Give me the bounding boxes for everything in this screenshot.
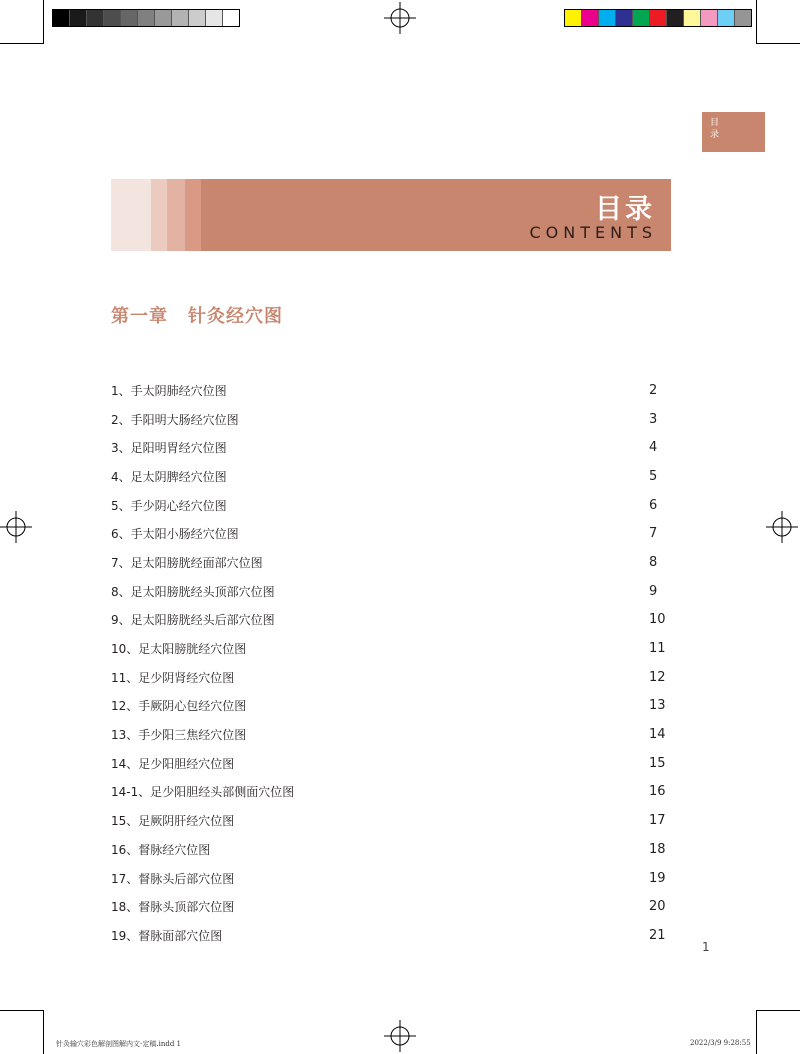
toc-entry-page: 10: [649, 612, 666, 628]
toc-entry-label: 17、督脉头后部穴位图: [111, 871, 235, 886]
color-swatch: [735, 10, 751, 26]
toc-entry-label: 14-1、足少阳胆经头部侧面穴位图: [111, 785, 295, 800]
toc-entry[interactable]: [111, 634, 671, 663]
banner-main: [201, 179, 671, 251]
toc-entry[interactable]: [111, 749, 671, 778]
toc-entry-label: 14、足少阳胆经穴位图: [111, 756, 235, 771]
color-swatch: [206, 10, 223, 26]
registration-mark-icon: [0, 511, 32, 543]
side-tab-line: 录: [710, 130, 720, 140]
toc-entry-label: 1、手太阴肺经穴位图: [111, 383, 227, 398]
toc-entry[interactable]: [111, 433, 671, 462]
process-color-bar: [564, 9, 752, 27]
toc-entry[interactable]: [111, 806, 671, 835]
contents-banner: [111, 179, 671, 251]
banner-strip: [111, 179, 151, 251]
toc-entry[interactable]: [111, 462, 671, 491]
color-swatch: [104, 10, 121, 26]
page-number: 1: [702, 940, 710, 954]
toc-entry[interactable]: [111, 692, 671, 721]
toc-entry[interactable]: [111, 577, 671, 606]
page-subtitle: CONTENTS: [529, 223, 657, 242]
color-swatch: [633, 10, 650, 26]
color-swatch: [87, 10, 104, 26]
color-swatch: [718, 10, 735, 26]
page-title: 目录: [595, 194, 655, 225]
toc-entry-label: 6、手太阳小肠经穴位图: [111, 527, 239, 542]
toc-entry-label: 18、督脉头顶部穴位图: [111, 900, 235, 915]
color-swatch: [223, 10, 239, 26]
toc-entry-label: 10、足太阳膀胱经穴位图: [111, 642, 247, 657]
toc-entry[interactable]: [111, 548, 671, 577]
toc-entry[interactable]: [111, 491, 671, 520]
toc-list: [111, 376, 671, 950]
toc-entry[interactable]: [111, 864, 671, 893]
toc-entry[interactable]: [111, 921, 671, 950]
banner-strip: [151, 179, 167, 251]
toc-entry-page: 16: [649, 784, 666, 800]
toc-entry-page: 12: [649, 669, 666, 685]
color-swatch: [650, 10, 667, 26]
crop-mark: [756, 0, 757, 44]
toc-entry[interactable]: [111, 606, 671, 635]
color-swatch: [667, 10, 684, 26]
toc-entry-label: 3、足阳明胃经穴位图: [111, 441, 227, 456]
toc-entry-page: 9: [649, 583, 658, 599]
toc-entry[interactable]: [111, 720, 671, 749]
side-tab-line: 目: [710, 118, 720, 128]
chapter-title: 针灸经穴图: [188, 306, 283, 327]
color-swatch: [172, 10, 189, 26]
toc-entry[interactable]: [111, 663, 671, 692]
toc-entry-page: 20: [649, 899, 666, 915]
toc-entry-label: 9、足太阳膀胱经头后部穴位图: [111, 613, 275, 628]
color-swatch: [565, 10, 582, 26]
toc-entry-page: 7: [649, 526, 658, 542]
toc-entry-page: 21: [649, 927, 666, 943]
toc-entry[interactable]: [111, 376, 671, 405]
gray-color-bar: [52, 9, 240, 27]
toc-entry-label: 12、手厥阴心包经穴位图: [111, 699, 247, 714]
toc-entry-page: 17: [649, 813, 666, 829]
color-swatch: [138, 10, 155, 26]
crop-mark: [0, 1010, 44, 1011]
toc-entry-label: 13、手少阳三焦经穴位图: [111, 728, 247, 743]
toc-entry-page: 11: [649, 641, 666, 657]
registration-mark-icon: [766, 511, 798, 543]
toc-entry-page: 18: [649, 841, 666, 857]
chapter-number: 第一章: [111, 306, 168, 327]
color-swatch: [684, 10, 701, 26]
toc-entry-page: 13: [649, 698, 666, 714]
slug-file: 针灸输穴彩色解剖图解内文-定稿.indd 1: [56, 1040, 181, 1048]
toc-entry-label: 11、足少阴肾经穴位图: [111, 670, 235, 685]
toc-entry-page: 19: [649, 870, 666, 886]
toc-entry-page: 8: [649, 554, 658, 570]
side-tab: [702, 112, 765, 152]
color-swatch: [616, 10, 633, 26]
crop-mark: [43, 0, 44, 44]
toc-entry-page: 2: [649, 382, 658, 398]
crop-mark: [756, 1010, 800, 1011]
toc-entry-label: 8、足太阳膀胱经头顶部穴位图: [111, 584, 275, 599]
banner-strip: [185, 179, 201, 251]
color-swatch: [599, 10, 616, 26]
toc-entry-page: 5: [649, 468, 658, 484]
toc-entry-label: 19、督脉面部穴位图: [111, 928, 223, 943]
color-swatch: [582, 10, 599, 26]
color-swatch: [121, 10, 138, 26]
toc-entry-label: 7、足太阳膀胱经面部穴位图: [111, 555, 263, 570]
toc-entry[interactable]: [111, 405, 671, 434]
registration-mark-icon: [384, 2, 416, 34]
crop-mark: [0, 43, 44, 44]
chapter-heading: [111, 302, 283, 328]
crop-mark: [756, 1010, 757, 1054]
toc-entry[interactable]: [111, 835, 671, 864]
toc-entry-page: 3: [649, 411, 658, 427]
color-swatch: [53, 10, 70, 26]
registration-mark-icon: [384, 1020, 416, 1052]
toc-entry-label: 2、手阳明大肠经穴位图: [111, 412, 239, 427]
toc-entry-page: 15: [649, 755, 666, 771]
toc-entry-label: 5、手少阴心经穴位图: [111, 498, 227, 513]
toc-entry[interactable]: [111, 778, 671, 807]
toc-entry-label: 16、督脉经穴位图: [111, 842, 211, 857]
color-swatch: [701, 10, 718, 26]
toc-entry-page: 4: [649, 440, 658, 456]
crop-mark: [43, 1010, 44, 1054]
crop-mark: [756, 43, 800, 44]
toc-entry-label: 15、足厥阴肝经穴位图: [111, 814, 235, 829]
banner-strip: [167, 179, 185, 251]
toc-entry-label: 4、足太阴脾经穴位图: [111, 469, 227, 484]
color-swatch: [155, 10, 172, 26]
toc-entry[interactable]: [111, 519, 671, 548]
color-swatch: [70, 10, 87, 26]
toc-entry-page: 14: [649, 727, 666, 743]
color-swatch: [189, 10, 206, 26]
toc-entry[interactable]: [111, 892, 671, 921]
toc-entry-page: 6: [649, 497, 658, 513]
slug-date: 2022/3/9 9:28:55: [690, 1039, 751, 1047]
